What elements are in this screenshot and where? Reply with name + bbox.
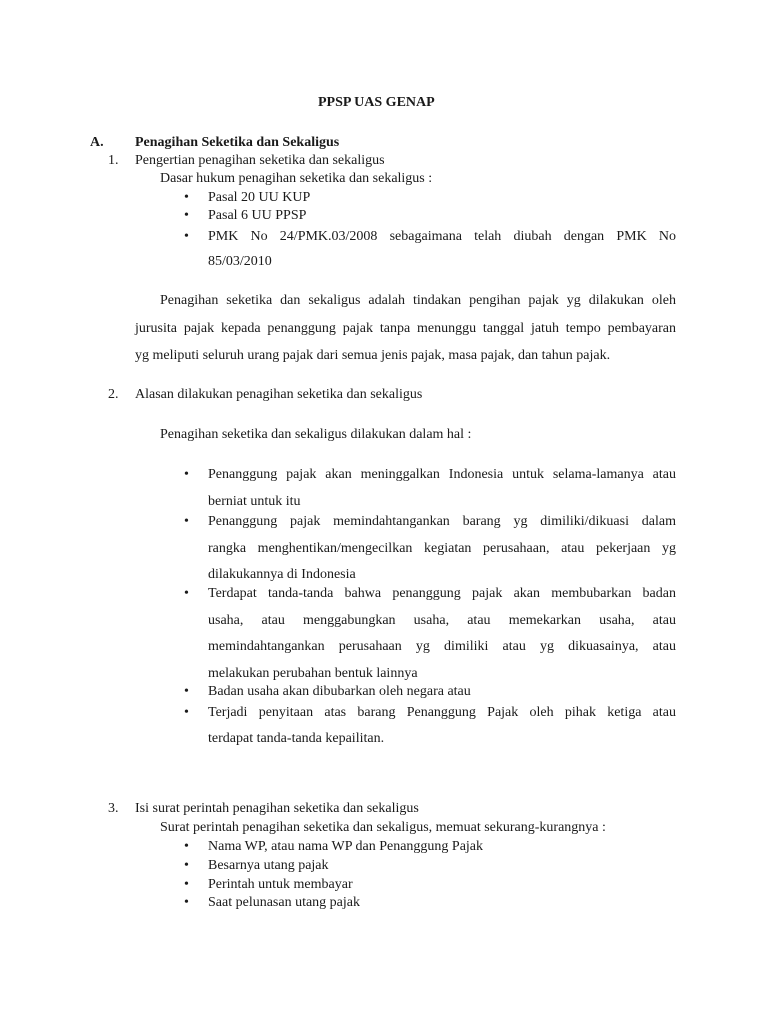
list-item: Perintah untuk membayar [208, 877, 353, 892]
bullet-icon: • [184, 895, 189, 910]
list-item-continuation: berniat untuk itu [208, 494, 301, 509]
section-letter: A. [90, 135, 104, 150]
item-label: Pengertian penagihan seketika dan sekaligus [135, 153, 385, 168]
list-item: Terjadi penyitaan atas barang Penanggung Pajak oleh pihak ketiga atau [208, 705, 676, 720]
definition-paragraph-line: yg meliputi seluruh urang pajak dari semua jenis pajak, masa pajak, dan tahun pajak. [135, 348, 611, 363]
list-item-continuation: rangka menghentikan/mengecilkan kegiatan perusahaan, atau pekerjaan yg [208, 541, 676, 556]
list-item: Penanggung pajak memindahtangankan barang yg dimiliki/dikuasi dalam [208, 514, 676, 529]
item-number: 1. [108, 153, 119, 168]
document-title: PPSP UAS GENAP [318, 95, 435, 110]
bullet-icon: • [184, 190, 189, 205]
list-item-continuation: 85/03/2010 [208, 254, 272, 269]
bullet-icon: • [184, 208, 189, 223]
bullet-icon: • [184, 684, 189, 699]
list-item: Terdapat tanda-tanda bahwa penanggung pajak akan membubarkan badan [208, 586, 676, 601]
definition-paragraph-line: jurusita pajak kepada penanggung pajak tanpa menunggu tanggal jatuh tempo pembayaran [135, 321, 676, 336]
reasons-intro: Penagihan seketika dan sekaligus dilakukan dalam hal : [160, 427, 472, 442]
list-item-continuation: memindahtangankan perusahaan yg dimiliki atau yg dikuasainya, atau [208, 639, 676, 654]
list-item-continuation: dilakukannya di Indonesia [208, 567, 356, 582]
order-contents-intro: Surat perintah penagihan seketika dan sekaligus, memuat sekurang-kurangnya : [160, 820, 606, 835]
bullet-icon: • [184, 514, 189, 529]
list-item: Besarnya utang pajak [208, 858, 329, 873]
bullet-icon: • [184, 467, 189, 482]
list-item: Pasal 20 UU KUP [208, 190, 311, 205]
bullet-icon: • [184, 877, 189, 892]
bullet-icon: • [184, 839, 189, 854]
list-item: Saat pelunasan utang pajak [208, 895, 361, 910]
list-item: Penanggung pajak akan meninggalkan Indonesia untuk selama-lamanya atau [208, 467, 676, 482]
section-heading: Penagihan Seketika dan Sekaligus [135, 135, 340, 150]
definition-paragraph-line: Penagihan seketika dan sekaligus adalah tindakan pengihan pajak yg dilakukan oleh [160, 293, 676, 308]
list-item-continuation: melakukan perubahan bentuk lainnya [208, 666, 418, 681]
list-item: Pasal 6 UU PPSP [208, 208, 307, 223]
legal-basis-heading: Dasar hukum penagihan seketika dan sekaligus : [160, 171, 433, 186]
list-item: Badan usaha akan dibubarkan oleh negara atau [208, 684, 471, 699]
bullet-icon: • [184, 586, 189, 601]
list-item-continuation: terdapat tanda-tanda kepailitan. [208, 731, 385, 746]
bullet-icon: • [184, 858, 189, 873]
list-item-continuation: usaha, atau menggabungkan usaha, atau memekarkan usaha, atau [208, 613, 676, 628]
item-label: Alasan dilakukan penagihan seketika dan sekaligus [135, 387, 423, 402]
list-item: PMK No 24/PMK.03/2008 sebagaimana telah diubah dengan PMK No [208, 229, 676, 244]
bullet-icon: • [184, 229, 189, 244]
bullet-icon: • [184, 705, 189, 720]
item-number: 2. [108, 387, 119, 402]
item-number: 3. [108, 801, 119, 816]
item-label: Isi surat perintah penagihan seketika dan sekaligus [135, 801, 419, 816]
list-item: Nama WP, atau nama WP dan Penanggung Pajak [208, 839, 484, 854]
